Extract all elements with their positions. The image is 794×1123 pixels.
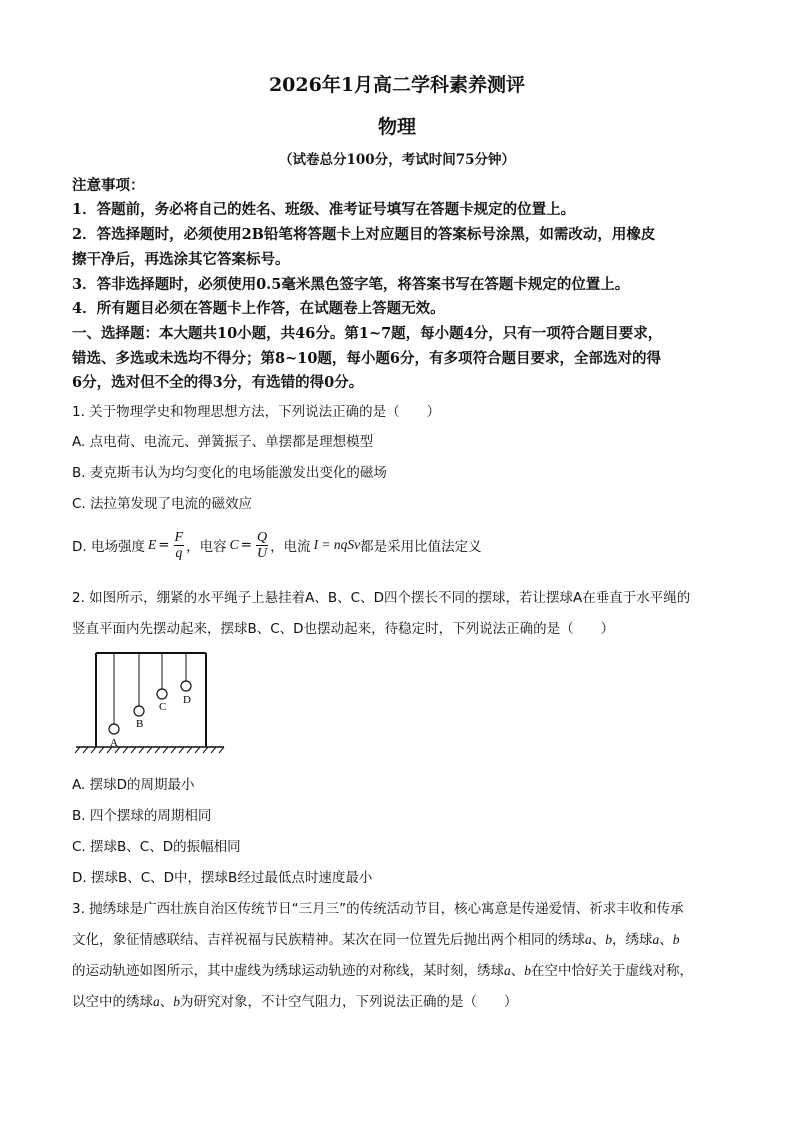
q1-d-mid2: ，电流 <box>270 539 311 555</box>
q3-ball-a-2: a <box>652 932 660 947</box>
q1-d-c: C <box>229 537 239 552</box>
subject-title: 物理 <box>377 116 416 138</box>
q1-d-f: F <box>174 529 184 545</box>
q1-d-fraction-f-q <box>174 530 185 561</box>
q3-line-4-tail: 为研究对象，不计空气阻力，下列说法正确的是（ ） <box>180 994 518 1010</box>
q3-line-3-tail: 在空中恰好关于虚线对称， <box>531 963 693 979</box>
ball-d <box>181 681 191 691</box>
q3-ball-a-3: a <box>504 963 511 978</box>
q1-d-eq2: = <box>240 537 252 553</box>
notice-item-2-cont: 擦干净后，再选涂其它答案标号。 <box>72 251 290 268</box>
q2-option-a: A. 摆球D的周期最小 <box>72 777 195 793</box>
notice-item-1: 1．答题前，务必将自己的姓名、班级、准考证号填写在答题卡规定的位置上。 <box>72 201 576 218</box>
label-b: B <box>136 718 144 730</box>
q3-line-2-text: 文化，象征情感联结、吉祥祝福与民族精神。某次在同一位置先后抛出两个相同的绣球 <box>72 932 585 948</box>
ball-c <box>157 689 167 699</box>
q3-ball-b-3: b <box>524 963 531 978</box>
q3-sep-2: 、 <box>659 932 673 948</box>
notice-item-4: 4．所有题目必须在答题卡上作答，在试题卷上答题无效。 <box>72 300 445 317</box>
q3-ball-a: a <box>585 932 592 947</box>
exam-info: （试卷总分100分，考试时间75分钟） <box>279 152 515 168</box>
ball-b <box>134 706 144 716</box>
q2-stem-2: 竖直平面内先摆动起来，摆球B、C、D也摆动起来，待稳定时，下列说法正确的是（ ） <box>72 621 615 637</box>
section-line-3: 6分，选对但不全的得3分，有选错的得0分。 <box>72 374 364 391</box>
q1-d-Q: Q <box>256 529 268 545</box>
q3-line-1: 3. 抛绣球是广西壮族自治区传统节日“三月三”的传统活动节目，核心寓意是传递爱情、祈求丰收和传承 <box>72 901 684 917</box>
q3-line-2-tail: ，绣球 <box>612 932 653 948</box>
q3-sep: 、 <box>591 932 606 948</box>
q3-line-2 <box>72 928 732 948</box>
q2-option-d: D. 摆球B、C、D中，摆球B经过最低点时速度最小 <box>72 870 373 886</box>
q1-d-e: E <box>147 537 157 552</box>
q3-line-4 <box>72 990 732 1010</box>
ground-hatching <box>75 747 224 753</box>
exam-title: 2026年1月高二学科素养测评 <box>268 74 526 96</box>
ball-a <box>109 724 119 734</box>
q3-line-4-text: 以空中的绣球 <box>72 994 153 1010</box>
q1-d-mid1: ，电容 <box>186 539 227 555</box>
q1-d-suffix: 都是采用比值法定义 <box>360 539 482 555</box>
q3-sep-4: 、 <box>159 994 174 1010</box>
section-line-1: 一、选择题：本大题共10小题，共46分。第1~7题，每小题4分，只有一项符合题目要求， <box>72 325 663 342</box>
q3-ball-b-2: b <box>672 932 680 947</box>
q1-d-current: I = nqSv <box>313 537 361 552</box>
q3-ball-b-4: b <box>173 994 180 1009</box>
notice-heading: 注意事项： <box>72 177 145 194</box>
label-a: A <box>110 737 118 749</box>
notice-item-2: 2．答选择题时，必须使用2B铅笔将答题卡上对应题目的答案标号涂黑，如需改动，用橡皮 <box>72 226 656 243</box>
q3-line-3 <box>72 959 732 979</box>
q1-option-c: C. 法拉第发现了电流的磁效应 <box>72 496 253 512</box>
q1-d-fraction-q-u <box>256 530 268 561</box>
q3-ball-a-4: a <box>153 994 160 1009</box>
q1-stem: 1. 关于物理学史和物理思想方法，下列说法正确的是（ ） <box>72 404 441 420</box>
q3-ball-b: b <box>605 932 612 947</box>
q1-d-U: U <box>256 545 268 561</box>
q1-option-a: A. 点电荷、电流元、弹簧振子、单摆都是理想模型 <box>72 434 374 450</box>
label-d: D <box>183 694 191 706</box>
section-line-2: 错选、多选或未选均不得分；第8~10题，每小题6分，有多项符合题目要求，全部选对的得 <box>72 350 662 367</box>
q1-option-d <box>72 522 732 568</box>
q3-sep-3: 、 <box>510 963 525 979</box>
q3-line-3-text: 的运动轨迹如图所示，其中虚线为绣球运动轨迹的对称线，某时刻，绣球 <box>72 963 504 979</box>
label-c: C <box>159 701 167 713</box>
q1-d-eq1: = <box>158 537 170 553</box>
q1-d-q: q <box>175 545 183 561</box>
pendulum-figure <box>72 643 232 755</box>
q1-d-prefix: D. 电场强度 <box>72 539 145 555</box>
q2-option-c: C. 摆球B、C、D的振幅相同 <box>72 839 241 855</box>
q2-stem-1: 2. 如图所示，绷紧的水平绳子上悬挂着A、B、C、D四个摆长不同的摆球，若让摆球A在垂直于水平绳的 <box>72 590 691 606</box>
notice-item-3: 3．答非选择题时，必须使用0.5毫米黑色签字笔，将答案书写在答题卡规定的位置上。 <box>72 276 630 293</box>
q1-option-b: B. 麦克斯韦认为均匀变化的电场能激发出变化的磁场 <box>72 465 387 481</box>
q2-option-b: B. 四个摆球的周期相同 <box>72 808 212 824</box>
